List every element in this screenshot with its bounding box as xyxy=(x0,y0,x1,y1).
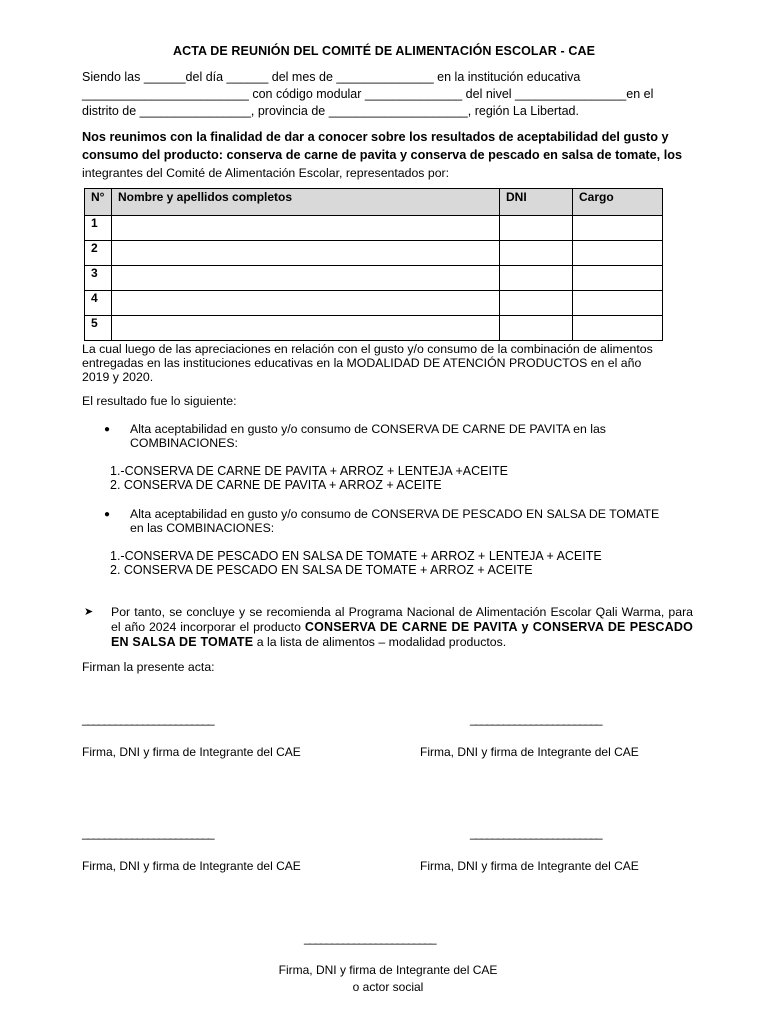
signature-line[interactable]: ________________________ xyxy=(82,712,214,726)
members-table xyxy=(84,188,663,341)
conclusion-text-pre: Por tanto, se concluye y se recomienda al Programa Nacional de Alimentación Escolar Qali Warma, para el año 2024 incorporar el producto xyxy=(111,605,693,634)
cargo-cell[interactable] xyxy=(573,291,663,316)
signature-line[interactable]: ________________________ xyxy=(470,826,602,840)
bullet2-combination-2: 2. CONSERVA DE PESCADO EN SALSA DE TOMATE + ARROZ + ACEITE xyxy=(110,563,533,577)
bullet1-line-1: Alta aceptabilidad en gusto y/o consumo de CONSERVA DE CARNE DE PAVITA en las xyxy=(130,422,606,436)
intro-line-3: distrito de ________________, provincia de ____________________, región La Libertad. xyxy=(82,104,579,118)
header-dni: DNI xyxy=(500,189,573,216)
bullet1-combination-2: 2. CONSERVA DE CARNE DE PAVITA + ARROZ + ACEITE xyxy=(110,478,442,492)
row-number: 3 xyxy=(85,266,112,291)
bullet1-combination-1: 1.-CONSERVA DE CARNE DE PAVITA + ARROZ + LENTEJA +ACEITE xyxy=(110,464,508,478)
bullet2-combination-1: 1.-CONSERVA DE PESCADO EN SALSA DE TOMATE + ARROZ + LENTEJA + ACEITE xyxy=(110,549,602,563)
result-intro: El resultado fue lo siguiente: xyxy=(82,394,237,408)
bullet2-line-2: en las COMBINACIONES: xyxy=(130,521,275,535)
row-number: 2 xyxy=(85,241,112,266)
document-title: ACTA DE REUNIÓN DEL COMITÉ DE ALIMENTACIÓN ESCOLAR - CAE xyxy=(172,44,596,58)
final-signature-label: Firma, DNI y firma de Integrante del CAE xyxy=(278,963,498,977)
cargo-cell[interactable] xyxy=(573,241,663,266)
intro-line-2: ________________________ con código modular ______________ del nivel ________________en el xyxy=(82,87,654,101)
dni-cell[interactable] xyxy=(500,216,573,241)
name-cell[interactable] xyxy=(112,241,500,266)
purpose-bold-text: Nos reunimos con la finalidad de dar a conocer sobre los resultados de aceptabilidad del gusto y consumo del producto: conserva de carne de pavita y conserva de pescado en salsa de tomate, los xyxy=(82,130,683,162)
signature-label: Firma, DNI y firma de Integrante del CAE xyxy=(82,745,301,759)
dni-cell[interactable] xyxy=(500,291,573,316)
cargo-cell[interactable] xyxy=(573,316,663,341)
arrow-bullet-icon: ➤ xyxy=(84,606,94,618)
bullet1-line-2: COMBINACIONES: xyxy=(130,436,238,450)
intro-line-1: Siendo las ______del día ______ del mes de ______________ en la institución educativa xyxy=(82,70,581,84)
signature-label: Firma, DNI y firma de Integrante del CAE xyxy=(420,859,639,873)
signature-label: Firma, DNI y firma de Integrante del CAE xyxy=(82,859,301,873)
cargo-cell[interactable] xyxy=(573,266,663,291)
appreciation-line-3: 2019 y 2020. xyxy=(82,370,154,384)
row-number: 1 xyxy=(85,216,112,241)
cargo-cell[interactable] xyxy=(573,216,663,241)
header-name: Nombre y apellidos completos xyxy=(112,189,500,216)
sign-intro: Firman la presente acta: xyxy=(82,660,215,674)
name-cell[interactable] xyxy=(112,291,500,316)
dni-cell[interactable] xyxy=(500,241,573,266)
purpose-paragraph xyxy=(82,128,694,182)
conclusion-text-bold: CONSERVA DE CARNE DE PAVITA y CONSERVA DE PESCADO EN SALSA DE TOMATE xyxy=(111,620,694,649)
bullet2-line-1: Alta aceptabilidad en gusto y/o consumo de CONSERVA DE PESCADO EN SALSA DE TOMATE xyxy=(130,507,660,521)
table-row xyxy=(85,241,663,266)
purpose-plain-text: integrantes del Comité de Alimentación Escolar, representados por: xyxy=(82,166,450,180)
header-number: N° xyxy=(85,189,112,216)
table-header-row xyxy=(85,189,663,216)
appreciation-line-2: entregadas en las instituciones educativas en la MODALIDAD DE ATENCIÓN PRODUCTOS en el año xyxy=(82,356,642,370)
name-cell[interactable] xyxy=(112,316,500,341)
appreciation-line-1: La cual luego de las apreciaciones en relación con el gusto y/o consumo de la combinación de alimentos xyxy=(82,342,653,356)
row-number: 4 xyxy=(85,291,112,316)
signature-line[interactable]: ________________________ xyxy=(304,931,436,945)
table-row xyxy=(85,291,663,316)
dni-cell[interactable] xyxy=(500,316,573,341)
signature-line[interactable]: ________________________ xyxy=(82,826,214,840)
conclusion-paragraph xyxy=(111,605,693,650)
dni-cell[interactable] xyxy=(500,266,573,291)
bullet-dot-icon: ● xyxy=(104,509,111,520)
name-cell[interactable] xyxy=(112,216,500,241)
table-row xyxy=(85,316,663,341)
table-row xyxy=(85,266,663,291)
row-number: 5 xyxy=(85,316,112,341)
table-row xyxy=(85,216,663,241)
final-signature-sublabel: o actor social xyxy=(352,980,424,994)
signature-line[interactable]: ________________________ xyxy=(470,712,602,726)
conclusion-text-post: a la lista de alimentos – modalidad productos. xyxy=(256,635,507,649)
name-cell[interactable] xyxy=(112,266,500,291)
bullet-dot-icon: ● xyxy=(104,424,111,435)
signature-label: Firma, DNI y firma de Integrante del CAE xyxy=(420,745,639,759)
header-cargo: Cargo xyxy=(573,189,663,216)
